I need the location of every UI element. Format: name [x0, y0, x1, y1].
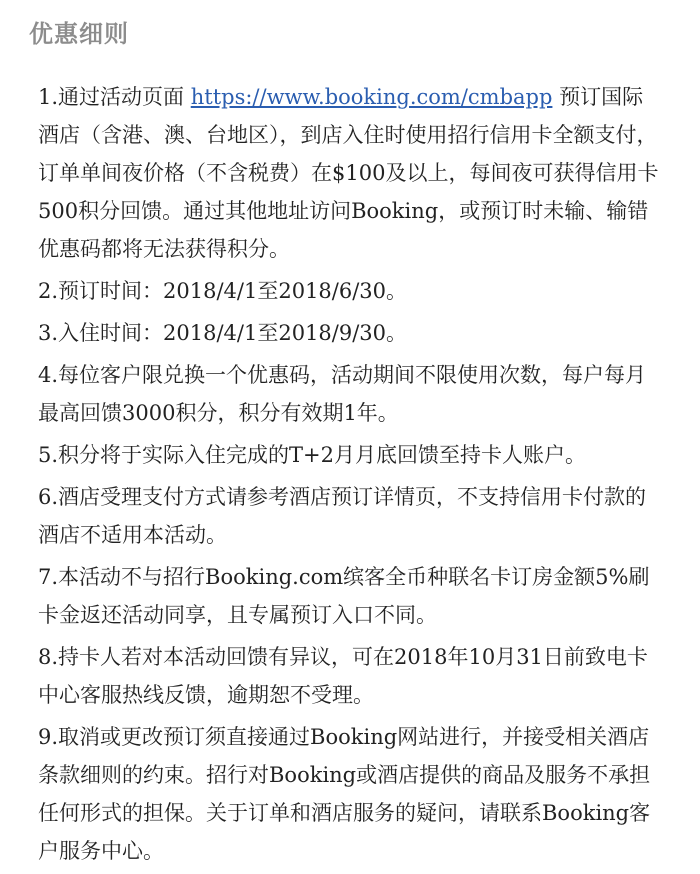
- term-item-4: 4.每位客户限兑换一个优惠码，活动期间不限使用次数，每户每月最高回馈3000积分，积分有效期1年。: [38, 363, 647, 425]
- term-item-6: 6.酒店受理支付方式请参考酒店预订详情页，不支持信用卡付款的酒店不适用本活动。: [38, 485, 647, 547]
- term-item-5: 5.积分将于实际入住完成的T+2月月底回馈至持卡人账户。: [38, 443, 586, 467]
- term-item-9: 9.取消或更改预订须直接通过Booking网站进行，并接受相关酒店条款细则的约束。招行对Booking或酒店提供的商品及服务不承担任何形式的担保。关于订单和酒店服务的疑问，请联系Booking客户服务中心。: [38, 725, 651, 863]
- term-item-2: 2.预订时间：2018/4/1至2018/6/30。: [38, 279, 408, 303]
- term-1-suffix: 预订国际酒店（含港、澳、台地区），到店入住时使用招行信用卡全额支付，订单单间夜价格（不含税费）在$100及以上，每间夜可获得信用卡500积分回馈。通过其他地址访问Booking，或预订时未输、输错优惠码都将无法获得积分。: [38, 85, 659, 261]
- term-item-7: 7.本活动不与招行Booking.com缤客全币种联名卡订房金额5%刷卡金返还活动同享，且专属预订入口不同。: [38, 565, 650, 627]
- term-item-3: 3.入住时间：2018/4/1至2018/9/30。: [38, 321, 408, 345]
- terms-list: [38, 78, 664, 874]
- term-item-1: [38, 78, 664, 268]
- term-1-prefix: 1.通过活动页面: [38, 85, 185, 109]
- campaign-link[interactable]: https://www.booking.com/cmbapp: [190, 85, 553, 109]
- term-item-8: 8.持卡人若对本活动回馈有异议，可在2018年10月31日前致电卡中心客服热线反馈，逾期恕不受理。: [38, 645, 648, 707]
- page-title: 优惠细则: [29, 20, 129, 48]
